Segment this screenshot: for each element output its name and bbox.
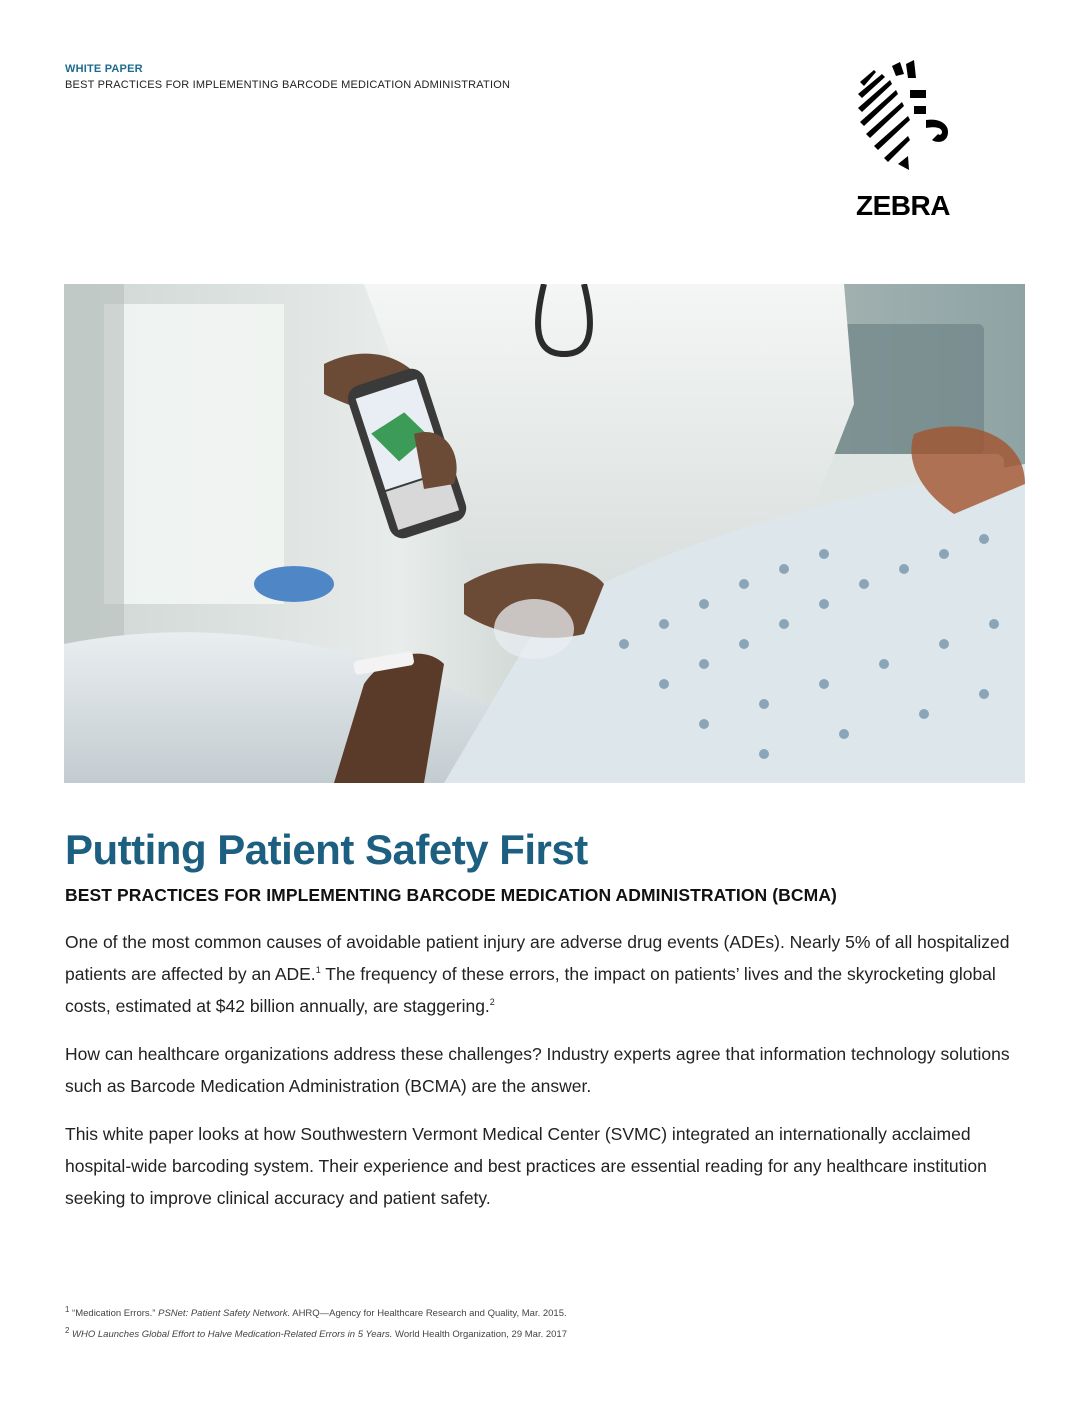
footnotes xyxy=(65,1301,965,1343)
footnote xyxy=(65,1322,965,1343)
zebra-logo xyxy=(852,60,956,220)
paragraph-intro-text-a: One of the most common causes of avoidable patient injury are adverse drug events (ADEs). Nearly 5% of all hospitalized patients are affected by an ADE. xyxy=(65,932,1010,984)
body-text xyxy=(65,926,1025,1230)
footnote-text: “Medication Errors.” xyxy=(72,1308,159,1320)
hero-photo xyxy=(64,284,1025,783)
footnote-text: World Health Organization, 29 Mar. 2017 xyxy=(392,1329,568,1341)
page-title: Putting Patient Safety First xyxy=(65,826,588,873)
document-running-title: BEST PRACTICES FOR IMPLEMENTING BARCODE MEDICATION ADMINISTRATION xyxy=(65,79,511,91)
paragraph-overview: This white paper looks at how Southwestern Vermont Medical Center (SVMC) integrated an internationally acclaimed hospital-wide barcoding system. Their experience and best practices are essential reading for any healthcare institution seeking to improve clinical accuracy and patient safety. xyxy=(65,1124,987,1208)
footnote-ref-2: 2 xyxy=(489,997,495,1008)
footnote-number: 1 xyxy=(65,1305,70,1314)
zebra-head-icon xyxy=(852,60,956,180)
photo-clinician-scanning-patient-wristband xyxy=(64,284,1025,783)
footnote-number: 2 xyxy=(65,1326,70,1336)
zebra-wordmark: ZEBRA xyxy=(856,190,950,221)
footnote-ref-1: 1 xyxy=(315,965,321,976)
paragraph-intro-text-b: The frequency of these errors, the impact on patients’ lives and the skyrocketing global costs, estimated at $42 billion annually, are staggering. xyxy=(65,964,996,1016)
footnote-text: AHRQ—Agency for Healthcare Research and Quality, Mar. 2015. xyxy=(290,1308,567,1320)
page-subhead: BEST PRACTICES FOR IMPLEMENTING BARCODE MEDICATION ADMINISTRATION (BCMA) xyxy=(65,885,837,905)
footnote-source-title: PSNet: Patient Safety Network. xyxy=(158,1308,291,1320)
document-header xyxy=(65,63,510,91)
footnote xyxy=(65,1301,965,1322)
footnote-source-title: WHO Launches Global Effort to Halve Medication-Related Errors in 5 Years. xyxy=(72,1329,393,1341)
document-type-label: WHITE PAPER xyxy=(65,63,143,75)
paragraph-question: How can healthcare organizations address these challenges? Industry experts agree that information technology solutions such as Barcode Medication Administration (BCMA) are the answer. xyxy=(65,1044,1010,1096)
paragraph-intro xyxy=(65,926,1025,1022)
